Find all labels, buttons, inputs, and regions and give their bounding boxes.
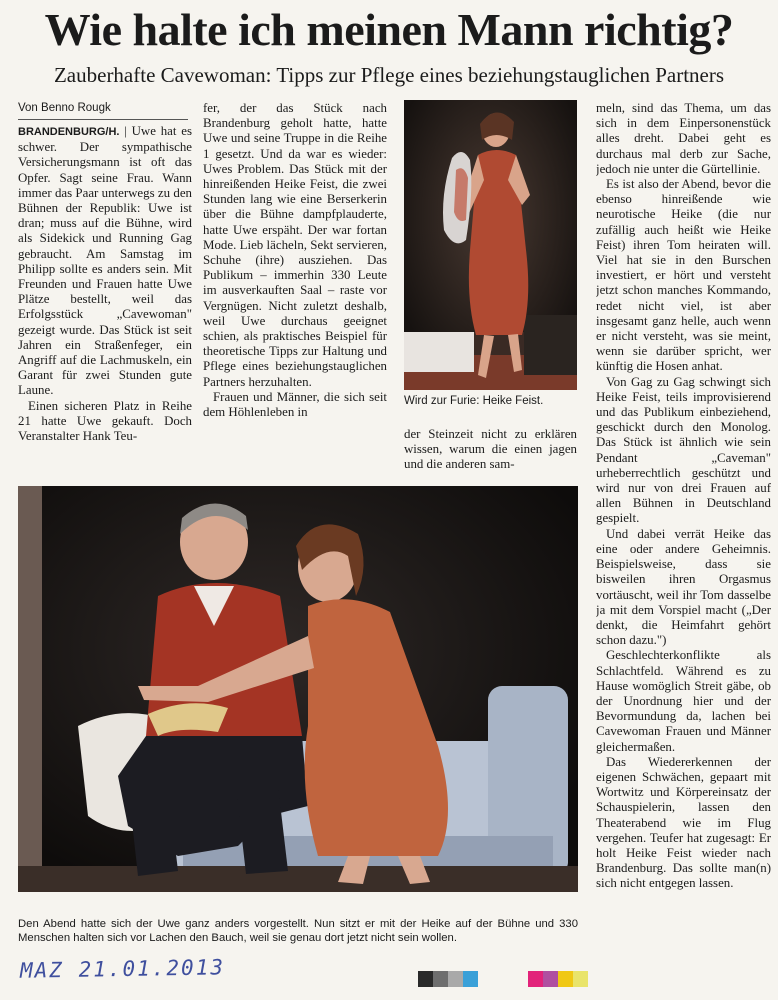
headline: Wie halte ich meinen Mann richtig? <box>44 4 734 55</box>
paragraph: Von Gag zu Gag schwingt sich Heike Feist, teils improvisierend und das Publikum einbeziehend, geschickt durch den Monolog. Das Stück ist ähnlich wie sein Pendant „Caveman" urheberrechtlich geschützt und wird nur von drei Frauen auf allen Bühnen in Deutschland gespielt. <box>596 374 771 526</box>
paragraph: der Steinzeit nicht zu erklären wissen, warum die einen jagen und die anderen sam- <box>404 427 577 472</box>
byline: Von Benno Rougk <box>18 101 188 120</box>
photo-caption-stage-couple: Den Abend hatte sich der Uwe ganz anders vorgestellt. Nun sitzt er mit der Heike auf der Bühne und 330 Menschen halten sich vor Lachen den Bauch, weil sie genau dort jetzt nicht sein wollen. <box>18 918 578 944</box>
registration-swatch <box>433 971 448 987</box>
photo-caption-actress: Wird zur Furie: Heike Feist. <box>404 395 544 407</box>
registration-swatch <box>543 971 558 987</box>
paragraph: Frauen und Männer, die sich seit dem Höhlenleben in <box>203 389 387 420</box>
photo-stage-couple <box>18 486 578 892</box>
photo-actress <box>404 100 577 390</box>
article-column-4 <box>596 101 771 949</box>
paragraph-text: Uwe hat es schwer. Der sympathische Versicherungsmann ist oft das Opfer. Sagt seine Frau. Wann immer das Paar unterwegs zu den Bühnen der Republik: Uwe ist dran; muss auf die Bühne, wird als Sidekick und Running Gag gebraucht. Am Samstag im Philipp sollte es anders sein. Mit Freunden und Frauen hatte Uwe Plätze bestellt, weil das Erfolgsstück „Cavewoman" gezeigt wurde. Das Stück ist seit Jahren ein Straßenfeger, ein Angriff auf die Lachmuskeln, ein Garant für zwei Stunden gute Laune. <box>18 124 192 398</box>
registration-swatch <box>418 971 433 987</box>
registration-swatch <box>463 971 478 987</box>
paragraph: Das Wiedererkennen der eigenen Schwächen, gepaart mit Wortwitz und Körpereinsatz der Schauspielerin, lassen den Theaterabend wie im Flug vergehen. Teufer hat zugesagt: Er holt Heike Feist wieder nach Brandenburg. Das sollte man(n) sich nicht entgegen lassen. <box>596 754 771 891</box>
subheadline: Zauberhafte Cavewoman: Tipps zur Pflege eines beziehungstauglichen Partners <box>53 63 725 87</box>
article-column-1 <box>18 124 192 472</box>
paragraph: meln, sind das Thema, um das sich in dem Einpersonenstück alles dreht. Dabei geht es durchaus mal derb zur Sache, jedoch nie unter die Gürtellinie. <box>596 101 771 176</box>
registration-swatch <box>558 971 573 987</box>
registration-swatch <box>448 971 463 987</box>
registration-swatch <box>528 971 543 987</box>
paragraph <box>18 124 192 399</box>
registration-marks-left <box>418 971 478 987</box>
photo-actress-image <box>404 100 577 390</box>
paragraph: Einen sicheren Platz in Reihe 21 hatte Uwe gekauft. Doch Veranstalter Hank Teu- <box>18 398 192 444</box>
paragraph: fer, der das Stück nach Brandenburg geholt hatte, hatte Uwe und seine Truppe in die Reihe 1 gesetzt. Und da war es wieder: Uwes Problem. Das Stück mit der hinreißenden Heike Feist, die zwei Stunden lang wie eine Berserkerin über die Bühne dampfplauderte, hatte Uwe erspäht. Der war fortan Mode. Lieb lächeln, Sekt servieren, Schuhe (ihre) ausziehen. Das Publikum – immerhin 330 Leute im ausverkauften Saal – raste vor Vergnügen. Nicht zuletzt deshalb, weil Uwe durchaus geeignet schien, als praktisches Beispiel für theoretische Tipps zur Haltung und Pflege eines beziehungstauglichen Partners herzuhalten. <box>203 101 387 389</box>
registration-marks-right <box>528 971 588 987</box>
photo-stage-couple-image <box>18 486 578 892</box>
paragraph: Und dabei verrät Heike das eine oder andere Geheimnis. Beispielsweise, dass sie bisweilen ihren Orgasmus vortäuscht, weil ihr Tom dasselbe ja mit dem Vorspiel macht („Der denkt, die Heimfahrt gehört schon dazu.") <box>596 526 771 648</box>
registration-swatch <box>573 971 588 987</box>
paragraph: Geschlechterkonflikte als Schlachtfeld. Während es zu Hause womöglich Streit gäbe, ob der Unordnung hier und der Bevormundung da, lachen bei Cavewoman Frauen und Männer gleichermaßen. <box>596 648 771 754</box>
paragraph: Es ist also der Abend, bevor die ebenso hinreißende wie neurotische Heike (die nur zufällig auch heißt wie Heike Feist) ihren Tom heiraten will. Viel hat sie in den Burschen investiert, er hört und versteht jetzt schon manches Kommando, redet nicht viel, ist aber insgesamt ganz helle, auch wenn er nicht versteht, was sie meint, wenn sie darüber spricht, wer künftig die Hosen anhat. <box>596 177 771 374</box>
article-column-2 <box>203 101 387 472</box>
article-column-3 <box>404 427 577 472</box>
dateline-separator: | <box>119 124 132 138</box>
dateline: BRANDENBURG/H. <box>18 126 120 138</box>
handwritten-source-stamp: MAZ 21.01.2013 <box>19 955 226 983</box>
